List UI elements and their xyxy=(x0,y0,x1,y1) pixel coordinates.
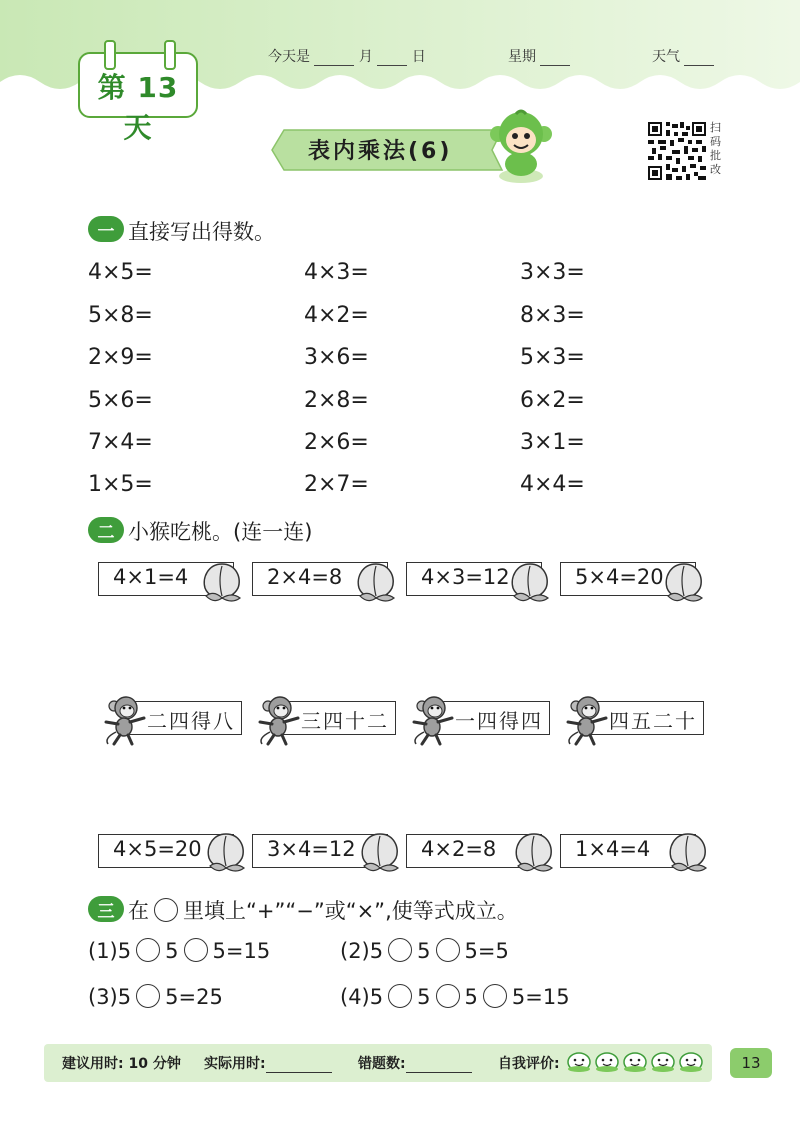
peach-icon xyxy=(350,560,402,606)
equation-box-top-3[interactable]: 4×3=12 xyxy=(406,562,542,596)
expression-r4c2: 2×8= xyxy=(304,388,369,413)
section-1-badge: 一 xyxy=(88,216,124,242)
peach-icon xyxy=(662,830,714,876)
equation-box-top-4[interactable]: 5×4=20 xyxy=(560,562,696,596)
expression-r1c1: 4×5= xyxy=(88,260,153,285)
operator-circle[interactable] xyxy=(436,938,460,962)
error-count: 错题数: xyxy=(358,1053,472,1073)
qr-code-icon[interactable] xyxy=(648,122,706,180)
weekday-blank[interactable] xyxy=(540,51,570,66)
rhyme-box-2[interactable]: 三四十二 xyxy=(278,701,396,735)
monkey-icon xyxy=(254,694,306,746)
operator-circle[interactable] xyxy=(483,984,507,1008)
day-blank[interactable] xyxy=(377,51,407,66)
equation-box-bottom-2[interactable]: 3×4=12 xyxy=(252,834,388,868)
peach-icon xyxy=(504,560,556,606)
actual-time-blank[interactable] xyxy=(266,1058,332,1073)
problem-4: (4)5 5 5 5=15 xyxy=(340,985,570,1009)
section-2-badge: 二 xyxy=(88,517,124,543)
section-2-title: 小猴吃桃。(连一连) xyxy=(128,520,313,544)
expression-r3c3: 5×3= xyxy=(520,345,585,370)
section-3-badge: 三 xyxy=(88,896,124,922)
suggested-time: 建议用时: 10 分钟 xyxy=(62,1056,181,1072)
peach-icon xyxy=(200,830,252,876)
expression-r6c1: 1×5= xyxy=(88,472,153,497)
section-1-title: 直接写出得数。 xyxy=(128,220,275,244)
expression-r4c1: 5×6= xyxy=(88,388,153,413)
monkey-icon xyxy=(408,694,460,746)
monkey-icon xyxy=(562,694,614,746)
smiley-face-icon[interactable] xyxy=(650,1049,676,1073)
expression-r6c2: 2×7= xyxy=(304,472,369,497)
expression-r4c3: 6×2= xyxy=(520,388,585,413)
expression-r3c1: 2×9= xyxy=(88,345,153,370)
error-count-blank[interactable] xyxy=(406,1058,472,1073)
smiley-face-icon[interactable] xyxy=(622,1049,648,1073)
actual-time: 实际用时: xyxy=(204,1053,332,1073)
expression-r5c3: 3×1= xyxy=(520,430,585,455)
qr-label: 扫 码 批 改 xyxy=(710,121,721,176)
smiley-face-icon[interactable] xyxy=(594,1049,620,1073)
weather-blank[interactable] xyxy=(684,51,714,66)
day-title: 第 13 天 xyxy=(97,71,179,144)
equation-box-bottom-1[interactable]: 4×5=20 xyxy=(98,834,234,868)
peach-icon xyxy=(196,560,248,606)
month-blank[interactable] xyxy=(314,51,354,66)
equation-box-top-2[interactable]: 2×4=8 xyxy=(252,562,388,596)
peach-icon xyxy=(508,830,560,876)
problem-3: (3)5 5=25 xyxy=(88,985,223,1009)
lesson-title: 表内乘法(6) xyxy=(308,139,453,164)
operator-circle[interactable] xyxy=(184,938,208,962)
expression-r2c3: 8×3= xyxy=(520,303,585,328)
rhyme-box-3[interactable]: 一四得四 xyxy=(432,701,550,735)
operator-circle[interactable] xyxy=(136,938,160,962)
operator-circle[interactable] xyxy=(436,984,460,1008)
operator-circle[interactable] xyxy=(388,984,412,1008)
weekday-field: 星期 xyxy=(508,46,570,66)
equation-box-bottom-4[interactable]: 1×4=4 xyxy=(560,834,696,868)
operator-circle[interactable] xyxy=(136,984,160,1008)
smiley-face-icon[interactable] xyxy=(566,1049,592,1073)
monkey-mascot-icon xyxy=(486,106,556,186)
expression-r6c3: 4×4= xyxy=(520,472,585,497)
problem-1: (1)5 5 5=15 xyxy=(88,939,271,963)
date-field: 今天是 月 日 xyxy=(268,49,426,65)
day-badge xyxy=(78,52,198,144)
equation-box-bottom-3[interactable]: 4×2=8 xyxy=(406,834,542,868)
peach-icon xyxy=(658,560,710,606)
self-evaluation: 自我评价: xyxy=(498,1056,560,1072)
expression-r3c2: 3×6= xyxy=(304,345,369,370)
peach-icon xyxy=(354,830,406,876)
rhyme-box-4[interactable]: 四五二十 xyxy=(586,701,704,735)
section-3-title: 在 里填上“+”“−”或“×”,使等式成立。 xyxy=(128,899,518,923)
expression-r2c1: 5×8= xyxy=(88,303,153,328)
problem-2: (2)5 5 5=5 xyxy=(340,939,509,963)
page-number: 13 xyxy=(730,1048,772,1078)
expression-r1c2: 4×3= xyxy=(304,260,369,285)
expression-r1c3: 3×3= xyxy=(520,260,585,285)
rhyme-box-1[interactable]: 二四得八 xyxy=(124,701,242,735)
equation-box-top-1[interactable]: 4×1=4 xyxy=(98,562,234,596)
weather-field: 天气 xyxy=(652,46,714,66)
expression-r5c1: 7×4= xyxy=(88,430,153,455)
smiley-face-icon[interactable] xyxy=(678,1049,704,1073)
monkey-icon xyxy=(100,694,152,746)
blank-circle-icon xyxy=(154,898,178,922)
expression-r5c2: 2×6= xyxy=(304,430,369,455)
operator-circle[interactable] xyxy=(388,938,412,962)
expression-r2c2: 4×2= xyxy=(304,303,369,328)
